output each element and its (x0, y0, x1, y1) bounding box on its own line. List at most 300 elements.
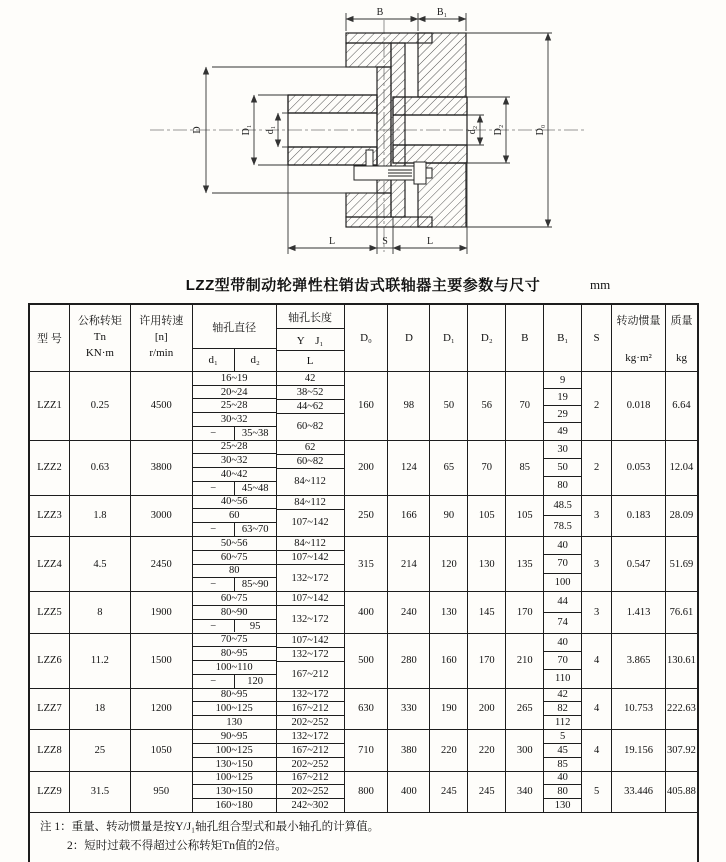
bore-subrow (193, 785, 276, 799)
header-D0: D₀ (345, 305, 389, 371)
bore-subrow (193, 758, 276, 771)
inertia-cell: 0.547 (612, 537, 666, 591)
bore-dia-column (193, 772, 277, 813)
D1-cell: 190 (430, 689, 468, 730)
D0-cell: 500 (345, 634, 389, 688)
bore-cell: 80~90 (220, 606, 248, 618)
model-cell: LZZ3 (30, 496, 70, 537)
speed-cell: 4500 (131, 372, 193, 440)
table-row-LZZ9 (30, 772, 697, 814)
B1-cell: 40 (544, 537, 581, 555)
table-row-LZZ6 (30, 634, 697, 689)
bore-dia-column (193, 592, 277, 633)
bore-subrow (193, 468, 276, 482)
mass-cell: 130.61 (667, 655, 696, 666)
S-cell: 4 (582, 634, 612, 688)
len-cell: 132~172 (277, 689, 344, 703)
B1-cell: 70 (544, 555, 581, 573)
bore-subrow (193, 647, 276, 661)
len-cell: 132~172 (277, 730, 344, 744)
B1-column (544, 689, 582, 730)
B1-cell: 19 (544, 389, 581, 406)
len-cell: 107~142 (291, 517, 329, 529)
D-cell: 380 (388, 730, 430, 771)
header-D2: D₂ (468, 305, 506, 371)
B1-cell: 29 (544, 406, 581, 423)
unit-label: mm (590, 277, 611, 292)
D2-cell: 200 (468, 689, 506, 730)
B1-cell: 112 (554, 717, 571, 729)
bore-cell: 80 (228, 565, 240, 577)
table-header (30, 305, 697, 372)
speed-cell: 3000 (131, 496, 193, 537)
mass-cell: 76.61 (669, 606, 694, 618)
len-cell: 44~62 (277, 400, 344, 414)
D-cell: 214 (388, 537, 430, 591)
len-cell: 84~112 (294, 476, 326, 487)
B1-column (544, 634, 582, 688)
bore-cell: 25~28 (220, 400, 248, 412)
mass-cell: 6.64 (672, 400, 691, 412)
mass-cell: 28.09 (669, 510, 694, 522)
header-d2: d₂ (250, 354, 260, 367)
D2-cell: 245 (468, 772, 506, 813)
dim-label-B1: B₁ (436, 7, 448, 18)
header-bore-dia (193, 305, 277, 371)
bore-dia-column (193, 496, 277, 537)
dim-label-d2: d₂ (467, 125, 478, 135)
B1-cell: 5 (544, 730, 581, 744)
inertia-cell: 3.865 (612, 634, 666, 688)
B1-column (544, 441, 582, 495)
speed-cell: 3800 (131, 441, 193, 495)
D2-cell: 145 (468, 592, 506, 633)
table-notes (30, 813, 697, 862)
bore-cell: 100~125 (215, 772, 253, 784)
dim-label-D0: D₀ (535, 124, 546, 136)
table-row-LZZ3 (30, 496, 697, 538)
bore-subrow (193, 386, 276, 400)
bore-cell: 16~19 (220, 372, 248, 384)
len-cell: 132~172 (291, 613, 329, 625)
header-inertia-l2: kg·m² (625, 352, 652, 364)
header-model: 型 号 (30, 305, 70, 371)
speed-cell: 1200 (131, 689, 193, 730)
bore-dia-column (193, 537, 277, 591)
mass-cell: 405.88 (667, 786, 696, 798)
bore-cell: 25~28 (220, 441, 248, 453)
D1-cell: 90 (430, 496, 468, 537)
model-cell: LZZ9 (30, 772, 70, 813)
S-cell: 3 (582, 592, 612, 633)
B-cell: 85 (506, 441, 544, 495)
bore-subrow (193, 620, 276, 633)
bore-cell: 60~75 (220, 551, 248, 563)
bore-cell: 90~95 (220, 730, 248, 742)
table-body (30, 372, 697, 813)
torque-cell: 11.2 (70, 634, 131, 688)
B-cell: 135 (506, 537, 544, 591)
dim-label-B: B (376, 7, 384, 18)
gear-flange (377, 43, 405, 217)
header-torque-l2: Tn (93, 331, 106, 344)
header-torque-l3: KN·m (85, 346, 114, 359)
len-cell: 107~142 (277, 634, 344, 648)
D1-cell: 220 (430, 730, 468, 771)
B1-cell: 82 (544, 702, 581, 716)
D1-cell: 130 (430, 592, 468, 633)
bore-subrow (193, 592, 276, 606)
dim-label-L-left: L (328, 236, 336, 247)
bore-subrow (193, 496, 276, 510)
header-speed (131, 305, 193, 371)
bore-subrow (193, 606, 276, 620)
D1-cell: 245 (430, 772, 468, 813)
spec-table (28, 303, 699, 862)
len-cell: 132~172 (291, 572, 329, 584)
bore-cell: 40~42 (220, 468, 248, 480)
mass-cell: 307.92 (667, 744, 696, 756)
bore-dia-column (193, 730, 277, 771)
S-cell: 2 (582, 441, 612, 495)
dim-label-d1: d₁ (265, 125, 276, 135)
D-cell: 124 (388, 441, 430, 495)
B1-cell: 9 (544, 372, 581, 389)
speed-cell: 950 (131, 772, 193, 813)
torque-cell: 1.8 (70, 496, 131, 537)
speed-cell: 1050 (131, 730, 193, 771)
D2-cell: 105 (468, 496, 506, 537)
S-cell: 4 (582, 689, 612, 730)
len-cell: 42 (277, 372, 344, 386)
header-D: D (388, 305, 430, 371)
table-row-LZZ4 (30, 537, 697, 592)
len-cell: 242~302 (291, 800, 329, 812)
D1-cell: 65 (430, 441, 468, 495)
bore-cell: 100~125 (215, 744, 253, 756)
D0-cell: 400 (345, 592, 389, 633)
inertia-cell: 10.753 (612, 689, 666, 730)
bore-len-column (277, 730, 345, 771)
B1-cell: 70 (544, 652, 581, 670)
B1-column (544, 592, 582, 633)
B1-cell: 44 (544, 592, 581, 613)
speed-cell: 1900 (131, 592, 193, 633)
D2-cell: 130 (468, 537, 506, 591)
header-d1: d₁ (193, 349, 235, 371)
header-torque (70, 305, 131, 371)
len-cell: 167~212 (277, 702, 344, 716)
B1-cell: 48.5 (544, 496, 581, 517)
bore-cell-d2: 95 (249, 620, 261, 632)
bore-cell: 100~110 (215, 661, 253, 673)
bore-dia-column (193, 441, 277, 495)
header-yj1: Y J₁ (277, 329, 344, 350)
len-cell: 202~252 (291, 717, 329, 729)
bore-cell: 80~95 (220, 648, 248, 660)
bore-len-column (277, 372, 345, 440)
len-cell: 202~252 (291, 758, 329, 770)
B1-column (544, 372, 582, 440)
bore-dia-column (193, 634, 277, 688)
D1-cell: 160 (430, 634, 468, 688)
B1-cell: 40 (544, 772, 581, 786)
model-cell: LZZ1 (30, 372, 70, 440)
bore-cell-d2: 35~38 (241, 427, 269, 439)
B1-cell: 74 (557, 617, 568, 629)
bore-len-column (277, 689, 345, 730)
bore-len-column (277, 537, 345, 591)
bore-subrow (193, 716, 276, 729)
inertia-cell: 0.018 (612, 372, 666, 440)
bore-subrow (193, 372, 276, 386)
len-cell: 107~142 (277, 551, 344, 565)
bore-subrow (193, 413, 276, 427)
page-title: LZZ型带制动轮弹性柱销齿式联轴器主要参数与尺寸 (185, 277, 541, 294)
torque-cell: 4.5 (70, 537, 131, 591)
torque-cell: 0.25 (70, 372, 131, 440)
B-cell: 340 (506, 772, 544, 813)
header-mass-l2: kg (675, 352, 687, 364)
torque-cell: 25 (70, 730, 131, 771)
D0-cell: 710 (345, 730, 389, 771)
B1-column (544, 496, 582, 537)
inertia-cell: 0.183 (612, 496, 666, 537)
bore-cell: 70~75 (220, 634, 248, 646)
header-B1: B₁ (544, 305, 582, 371)
bore-subrow (193, 523, 276, 536)
header-mass-l1: 质量 (670, 315, 693, 327)
bore-cell-d2: 45~48 (241, 482, 269, 494)
table-row-LZZ7 (30, 689, 697, 731)
B1-cell: 49 (557, 425, 568, 437)
D-cell: 98 (388, 372, 430, 440)
bore-cell-d1: − (193, 427, 235, 440)
len-cell: 84~112 (277, 496, 344, 510)
D2-cell: 170 (468, 634, 506, 688)
bore-subrow (193, 702, 276, 716)
note-1: 注 1：重量、转动惯量是按Y/J₁轴孔组合型式和最小轴孔的计算值。 (40, 821, 380, 833)
D0-cell: 630 (345, 689, 389, 730)
B1-cell: 30 (544, 441, 581, 459)
header-D1: D₁ (430, 305, 468, 371)
len-cell: 167~212 (291, 669, 329, 680)
B1-cell: 85 (557, 758, 568, 770)
dim-label-L-right: L (426, 236, 434, 247)
header-inertia-l1: 转动惯量 (616, 315, 661, 327)
bore-subrow (193, 661, 276, 675)
coupling-drawing (0, 0, 726, 272)
B1-cell: 40 (544, 634, 581, 652)
note-2: 2：短时过载不得超过公称转矩Tn值的2倍。 (67, 839, 287, 852)
B-cell: 170 (506, 592, 544, 633)
B-cell: 105 (506, 496, 544, 537)
len-cell: 38~52 (277, 386, 344, 400)
bore-cell-d2: 85~90 (241, 579, 269, 591)
table-row-LZZ5 (30, 592, 697, 634)
bore-cell: 60~75 (220, 592, 248, 604)
table-row-LZZ2 (30, 441, 697, 496)
torque-cell: 0.63 (70, 441, 131, 495)
header-inertia (612, 305, 666, 371)
bore-cell-d1: − (193, 675, 235, 688)
len-cell: 60~82 (296, 421, 324, 433)
header-speed-l1: 许用转速 (139, 315, 184, 328)
header-L: L (306, 354, 314, 367)
bore-cell: 40~56 (220, 496, 248, 508)
D-cell: 240 (388, 592, 430, 633)
dim-top (346, 13, 466, 31)
bore-subrow (193, 730, 276, 744)
inertia-cell: 19.156 (612, 730, 666, 771)
len-cell: 167~212 (277, 772, 344, 786)
D0-cell: 160 (345, 372, 389, 440)
bore-subrow (193, 441, 276, 455)
S-cell: 3 (582, 537, 612, 591)
dim-label-D1: D₁ (241, 124, 252, 136)
bore-subrow (193, 772, 276, 786)
bore-cell-d2: 63~70 (241, 524, 269, 536)
torque-cell: 18 (70, 689, 131, 730)
speed-cell: 1500 (131, 634, 193, 688)
len-cell: 132~172 (277, 648, 344, 662)
len-cell: 107~142 (277, 592, 344, 606)
bore-cell: 20~24 (220, 386, 248, 398)
bore-subrow (193, 482, 276, 495)
dim-label-S: S (382, 236, 388, 247)
inertia-cell: 33.446 (612, 772, 666, 813)
bore-cell-d1: − (193, 578, 235, 591)
D0-cell: 800 (345, 772, 389, 813)
D0-cell: 200 (345, 441, 389, 495)
bore-cell: 130~150 (215, 758, 253, 770)
bore-subrow (193, 509, 276, 523)
dim-label-D: D (192, 126, 203, 134)
model-cell: LZZ5 (30, 592, 70, 633)
B-cell: 265 (506, 689, 544, 730)
D0-cell: 315 (345, 537, 389, 591)
bore-len-column (277, 772, 345, 813)
bore-cell: 130 (226, 717, 243, 729)
B1-cell: 42 (544, 689, 581, 703)
len-cell: 84~112 (277, 537, 344, 551)
bore-dia-column (193, 689, 277, 730)
B1-column (544, 537, 582, 591)
S-cell: 5 (582, 772, 612, 813)
header-bore-len (277, 305, 345, 371)
B1-cell: 100 (554, 576, 571, 588)
mass-cell: 222.63 (667, 703, 696, 715)
bore-subrow (193, 634, 276, 648)
header-speed-l3: r/min (149, 346, 174, 359)
B1-cell: 78.5 (553, 520, 572, 532)
bore-cell-d1: − (193, 523, 235, 536)
D2-cell: 56 (468, 372, 506, 440)
D2-cell: 220 (468, 730, 506, 771)
bore-cell: 30~32 (220, 455, 248, 467)
dim-label-D2: D₂ (493, 124, 504, 136)
D2-cell: 70 (468, 441, 506, 495)
len-cell: 62 (277, 441, 344, 455)
bore-len-column (277, 634, 345, 688)
bore-subrow (193, 689, 276, 703)
B1-column (544, 772, 582, 813)
model-cell: LZZ8 (30, 730, 70, 771)
bore-subrow (193, 565, 276, 579)
B-cell: 210 (506, 634, 544, 688)
header-S: S (582, 305, 612, 371)
bore-cell-d1: − (193, 482, 235, 495)
bore-cell: 50~56 (220, 537, 248, 549)
D0-cell: 250 (345, 496, 389, 537)
D-cell: 400 (388, 772, 430, 813)
B1-cell: 110 (554, 673, 571, 685)
D-cell: 166 (388, 496, 430, 537)
bore-cell: 60 (228, 510, 240, 522)
bore-cell: 160~180 (215, 800, 253, 812)
B1-cell: 50 (544, 459, 581, 477)
mass-cell: 12.04 (669, 462, 694, 473)
bore-cell: 100~125 (215, 703, 253, 715)
bore-subrow (193, 551, 276, 565)
bore-subrow (193, 578, 276, 591)
bore-len-column (277, 496, 345, 537)
bore-cell: 30~32 (220, 413, 248, 425)
bore-subrow (193, 537, 276, 551)
torque-cell: 31.5 (70, 772, 131, 813)
D-cell: 280 (388, 634, 430, 688)
S-cell: 3 (582, 496, 612, 537)
D1-cell: 50 (430, 372, 468, 440)
inertia-cell: 1.413 (612, 592, 666, 633)
speed-cell: 2450 (131, 537, 193, 591)
len-cell: 167~212 (277, 744, 344, 758)
header-bore-len-label: 轴孔长度 (277, 305, 344, 329)
S-cell: 2 (582, 372, 612, 440)
table-row-LZZ8 (30, 730, 697, 772)
bore-subrow (193, 454, 276, 468)
inertia-cell: 0.053 (612, 441, 666, 495)
B1-cell: 80 (544, 785, 581, 799)
model-cell: LZZ6 (30, 634, 70, 688)
bore-dia-column (193, 372, 277, 440)
bore-cell-d1: − (193, 620, 235, 633)
bore-subrow (193, 399, 276, 413)
S-cell: 4 (582, 730, 612, 771)
bore-subrow (193, 675, 276, 688)
bore-len-column (277, 441, 345, 495)
B1-cell: 80 (557, 480, 568, 492)
bore-cell-d2: 120 (247, 675, 264, 687)
model-cell: LZZ2 (30, 441, 70, 495)
len-cell: 202~252 (277, 785, 344, 799)
B1-cell: 130 (554, 800, 571, 812)
len-cell: 60~82 (277, 455, 344, 469)
D-cell: 330 (388, 689, 430, 730)
bore-subrow (193, 744, 276, 758)
model-cell: LZZ4 (30, 537, 70, 591)
mass-cell: 51.69 (669, 558, 694, 570)
B1-column (544, 730, 582, 771)
torque-cell: 8 (70, 592, 131, 633)
B-cell: 70 (506, 372, 544, 440)
header-speed-l2: [n] (154, 331, 168, 344)
header-B: B (506, 305, 544, 371)
header-mass (666, 305, 697, 371)
B-cell: 300 (506, 730, 544, 771)
header-torque-l1: 公称转矩 (77, 315, 122, 328)
table-row-LZZ1 (30, 372, 697, 441)
